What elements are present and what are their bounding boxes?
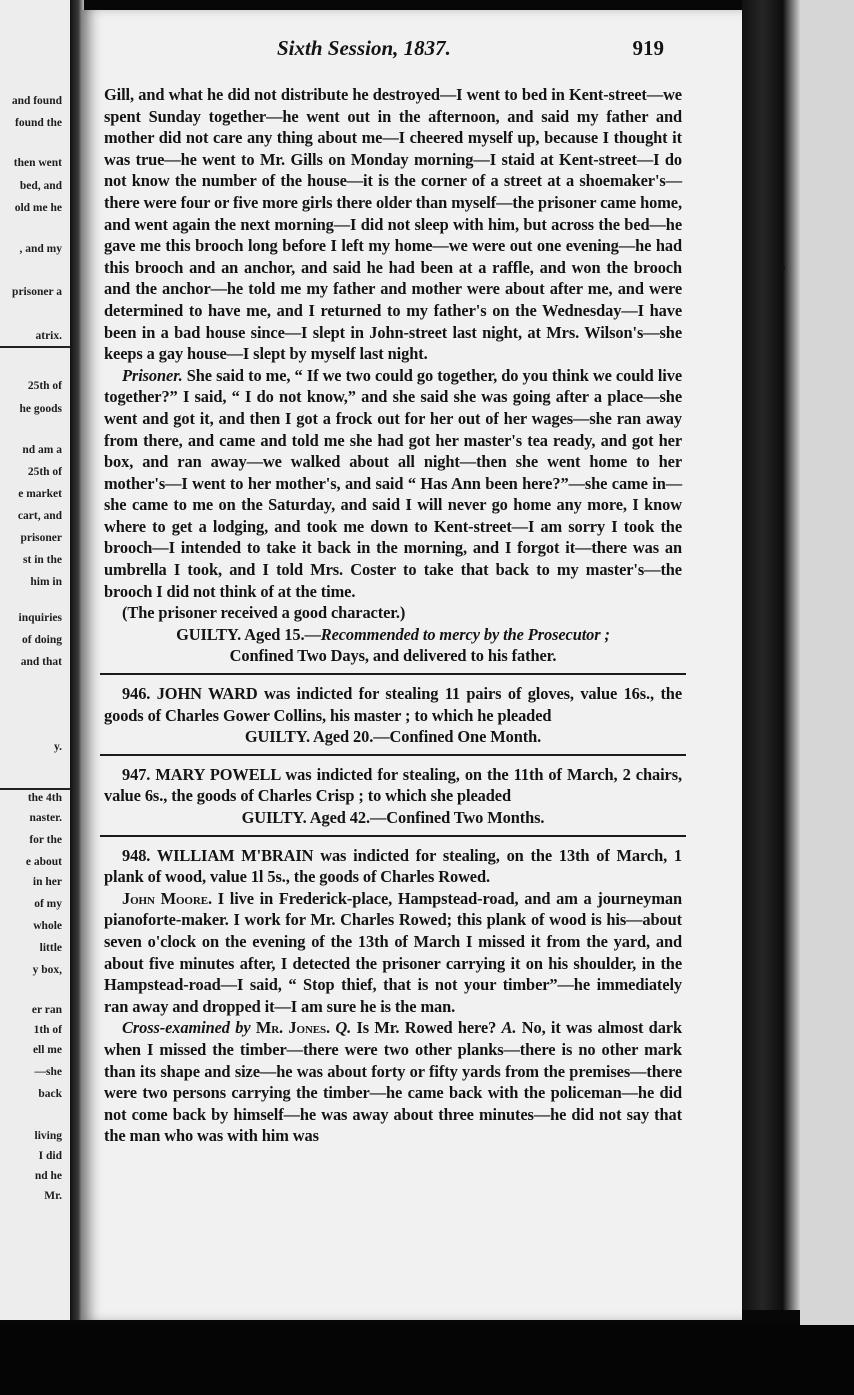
previous-page-text-fragment: ell me bbox=[32, 1044, 62, 1056]
cross-examination bbox=[104, 1017, 682, 1147]
witness-name: John Moore. bbox=[122, 888, 212, 908]
previous-page-text-fragment: e market bbox=[18, 488, 62, 500]
page-header bbox=[82, 36, 742, 66]
character-note: (The prisoner received a good character.) bbox=[122, 603, 406, 623]
sentence-line: Confined Two Days, and delivered to his father. bbox=[229, 646, 557, 666]
previous-page-text-fragment: bed, and bbox=[19, 180, 62, 192]
previous-page-text-fragment: prisoner a bbox=[12, 286, 62, 298]
previous-page-text-fragment: nd he bbox=[34, 1170, 62, 1182]
verdict-recommendation: Recommended to mercy by the Prosecutor ; bbox=[320, 624, 610, 644]
testimony-paragraph: Gill, and what he did not distribute he destroyed—I went to bed in Kent-street—we spent Sunday together—he went out in the afternoon, and said my father and mother did not care any thing about me—I cheered myself up, because I thought it was true—he went to Mr. Gills on Monday morning—I staid at Kent-street—I do not know the number of the house—it is the corner of a street at a shoemaker's—there were four or five more girls there older than myself—the prisoner came home, and went again the next morning—I did not sleep with him, but across the bed—he gave me this brooch long before I left my home—we were out one evening—he had this brooch and an anchor, and said he had been at a raffle, and won the brooch and the anchor—he told me my father and mother were about after me, and were determined to have me, and I returned to my father's on the Wednesday—I have been in a bad house since—I slept in John-street last night, at Mrs. Wilson's—she keeps a gay house—I slept by myself last night. bbox=[104, 85, 682, 364]
cross-label: Cross-examined by bbox=[122, 1018, 251, 1038]
previous-page-text-fragment: back bbox=[38, 1088, 62, 1100]
background-surface bbox=[800, 0, 854, 1330]
previous-page-text-fragment: Mr. bbox=[44, 1190, 62, 1202]
speaker-label: Prisoner. bbox=[122, 365, 183, 385]
previous-page-text-fragment: then went bbox=[13, 157, 62, 169]
scan-border bbox=[0, 1325, 854, 1395]
previous-page-text-fragment: I did bbox=[38, 1150, 62, 1162]
previous-page-text-fragment: inquiries bbox=[18, 612, 62, 624]
previous-page-text-fragment: and that bbox=[20, 656, 62, 668]
previous-page-text-fragment: of my bbox=[34, 898, 62, 910]
page-body bbox=[104, 84, 682, 1147]
previous-page-text-fragment: him in bbox=[30, 576, 62, 588]
counsel-name: Mr. Jones. bbox=[255, 1018, 331, 1038]
previous-page-text-fragment: in her bbox=[32, 876, 62, 888]
previous-page-text-fragment: the 4th bbox=[27, 792, 62, 804]
previous-page-text-fragment: y. bbox=[54, 741, 62, 753]
previous-page-text-fragment: 25th of bbox=[27, 466, 62, 478]
verdict-text: GUILTY. Aged 15.— bbox=[176, 624, 321, 644]
previous-page-text-fragment: little bbox=[39, 942, 62, 954]
previous-page-divider bbox=[0, 346, 73, 348]
previous-page-text-fragment: whole bbox=[33, 920, 62, 932]
previous-page-text-fragment: 25th of bbox=[27, 380, 62, 392]
previous-page-text-fragment: st in the bbox=[23, 554, 62, 566]
statement-text: She said to me, “ If we two could go together, do you think we could live together?” I said, “ I do not know,” and she said she was going after a place—she went and got it, and then I got a frock out for her out of her wages—she ran away from there, and came and told me she had got her master's tea ready, and got her box, and ran away—we walked about all night—then she went home to her mother's—I went to her mother's, and said “ Has Ann been here?”—she came in—she came to me on the Saturday, and said I will never go home any more, I know where to get a lodging, and took me down to Kent-street—I am sorry I took the brooch—I intended to take it back in the morning, and I forgot it—there was an umbrella I took, and I told Mrs. Coster to take that back to my master's—the brooch I did not think of at the time. bbox=[104, 365, 683, 601]
book-page bbox=[82, 10, 742, 1320]
previous-page-text-fragment: and found bbox=[11, 95, 62, 107]
case-947-verdict: GUILTY. Aged 42.—Confined Two Months. bbox=[241, 808, 545, 827]
previous-page-text-fragment: old me he bbox=[14, 202, 62, 214]
case-divider bbox=[100, 835, 686, 837]
answer-text: No, it was almost dark when I missed the timber—there were two other planks—there is no other mark than its shape and size—he was about forty or fifty yards from the premises—there were two persons carrying the timber—he came back with the policeman—he did not come back by himself—he was away about three minutes—he did not say that the man who was with him was bbox=[104, 1018, 682, 1146]
page-number: 919 bbox=[632, 36, 664, 60]
page-blemish bbox=[779, 265, 785, 271]
previous-page-text-fragment: of doing bbox=[22, 634, 62, 646]
previous-page-text-fragment: naster. bbox=[29, 812, 62, 824]
verdict-line bbox=[104, 624, 682, 646]
previous-page-divider bbox=[0, 788, 73, 790]
previous-page-text-fragment: er ran bbox=[31, 1004, 62, 1016]
running-title: Sixth Session, 1837. bbox=[277, 36, 451, 60]
previous-page-text-fragment: found the bbox=[15, 117, 62, 129]
previous-page-text-fragment: , and my bbox=[19, 243, 62, 255]
previous-page-fragment bbox=[0, 0, 73, 1320]
witness-testimony bbox=[104, 888, 682, 1018]
case-divider bbox=[100, 673, 686, 675]
case-946-verdict: GUILTY. Aged 20.—Confined One Month. bbox=[244, 727, 542, 747]
previous-page-text-fragment: e about bbox=[25, 856, 62, 868]
previous-page-text-fragment: living bbox=[34, 1130, 62, 1142]
previous-page-text-fragment: atrix. bbox=[35, 330, 62, 342]
previous-page-text-fragment: nd am a bbox=[22, 444, 62, 456]
previous-page-text-fragment: —she bbox=[34, 1066, 62, 1078]
book-edge bbox=[742, 0, 800, 1310]
case-948-indictment: 948. WILLIAM M'BRAIN was indicted for stealing, on the 13th of March, 1 plank of wood, value 1l 5s., the goods of Charles Rowed. bbox=[104, 845, 682, 887]
case-divider bbox=[100, 754, 686, 756]
case-947-indictment: 947. MARY POWELL was indicted for stealing, on the 11th of March, 2 chairs, value 6s., the goods of Charles Crisp ; to which she pleaded bbox=[104, 764, 682, 806]
question-text: Is Mr. Rowed here? bbox=[356, 1018, 497, 1038]
previous-page-text-fragment: prisoner bbox=[20, 532, 62, 544]
previous-page-text-fragment: 1th of bbox=[33, 1024, 62, 1036]
previous-page-text-fragment: y box, bbox=[32, 964, 62, 976]
previous-page-text-fragment: for the bbox=[29, 834, 62, 846]
answer-marker: A. bbox=[501, 1018, 517, 1038]
previous-page-text-fragment: cart, and bbox=[17, 510, 62, 522]
witness-text: I live in Frederick-place, Hampstead-road, and am a journeyman pianoforte-maker. I work for Mr. Charles Rowed; this plank of wood is his—about seven o'clock on the evening of the 13th of March I missed it from the yard, and about five minutes after, I detected the prisoner carrying it on his shoulder, in the Hampstead-road—I said, “ Stop thief, that is not your timber”—he immediately ran away and dropped it—I am sure he is the man. bbox=[104, 888, 682, 1016]
prisoner-statement bbox=[104, 365, 682, 603]
case-946-indictment: 946. JOHN WARD was indicted for stealing 11 pairs of gloves, value 16s., the goods of Charles Gower Collins, his master ; to which he pleaded bbox=[104, 684, 682, 725]
question-marker: Q. bbox=[335, 1018, 352, 1038]
previous-page-text-fragment: he goods bbox=[19, 403, 62, 415]
